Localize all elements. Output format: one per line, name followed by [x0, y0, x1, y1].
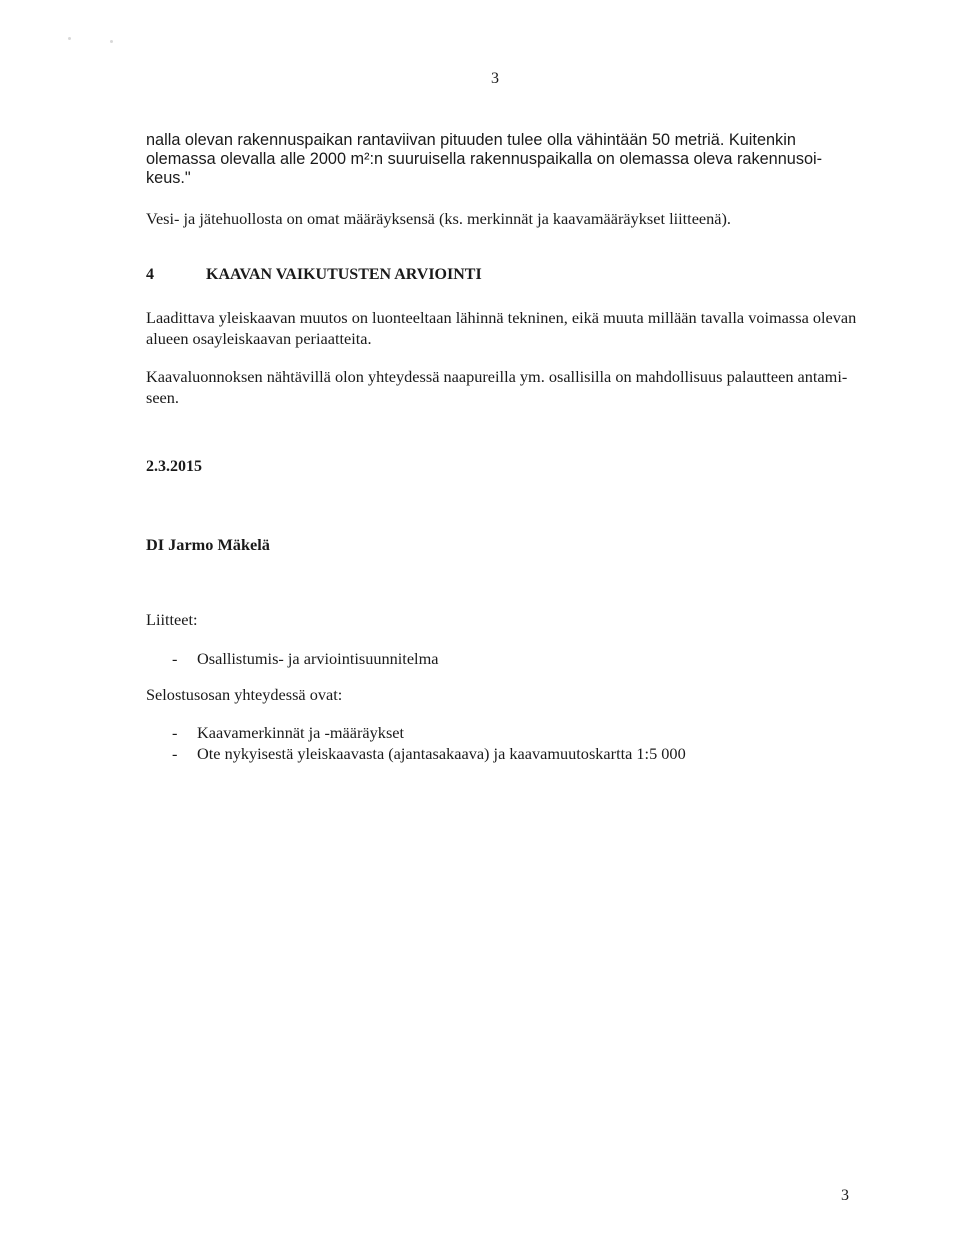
page-number-bottom: 3: [841, 1187, 849, 1204]
scan-speck: [110, 40, 113, 43]
section-heading: [146, 266, 482, 284]
quoted-regulation: [146, 131, 850, 188]
attachments-list: [172, 648, 438, 669]
paragraph-line: alueen osayleiskaavan periaatteita.: [146, 329, 372, 348]
feedback-paragraph: [146, 366, 866, 408]
paragraph-line: seen.: [146, 388, 179, 407]
bullet-dash: -: [172, 649, 178, 668]
quote-line: keus.": [146, 169, 191, 187]
document-date: 2.3.2015: [146, 458, 202, 475]
assessment-paragraph: [146, 307, 866, 349]
section-number: 4: [146, 266, 154, 283]
list-item-text: Kaavamerkinnät ja -määräykset: [197, 723, 405, 742]
bullet-dash: -: [172, 744, 178, 763]
water-waste-paragraph: Vesi- ja jätehuollosta on omat määräyksensä (ks. merkinnät ja kaavamääräykset liitteenä).: [146, 209, 732, 228]
quote-line: nalla olevan rakennuspaikan rantaviivan pituuden tulee olla vähintään 50 metriä. Kuitenkin: [146, 131, 796, 149]
quote-line: olemassa olevalla alle 2000 m²:n suuruisella rakennuspaikalla on olemassa oleva rakennusoi-: [146, 150, 823, 168]
list-item-text: Osallistumis- ja arviointisuunnitelma: [197, 649, 439, 668]
section-title: KAAVAN VAIKUTUSTEN ARVIOINTI: [206, 266, 482, 283]
attachments-label: Liitteet:: [146, 610, 198, 629]
bullet-dash: -: [172, 723, 178, 742]
list-item: [172, 722, 686, 743]
paragraph-line: Kaavaluonnoksen nähtävillä olon yhteydessä naapureilla ym. osallisilla on mahdollisuus palautteen antami-: [146, 367, 848, 386]
scan-speck: [68, 37, 71, 40]
list-item-text: Ote nykyisestä yleiskaavasta (ajantasakaava) ja kaavamuutoskartta 1:5 000: [197, 744, 686, 763]
page-number-top: 3: [491, 70, 499, 87]
signer-name: DI Jarmo Mäkelä: [146, 535, 270, 554]
with-description-label: Selostusosan yhteydessä ovat:: [146, 685, 343, 704]
list-item: [172, 648, 438, 669]
list-item: [172, 743, 686, 764]
with-description-list: [172, 722, 686, 764]
paragraph-line: Laadittava yleiskaavan muutos on luonteeltaan lähinnä tekninen, eikä muuta millään tavalla voimassa olevan: [146, 308, 857, 327]
